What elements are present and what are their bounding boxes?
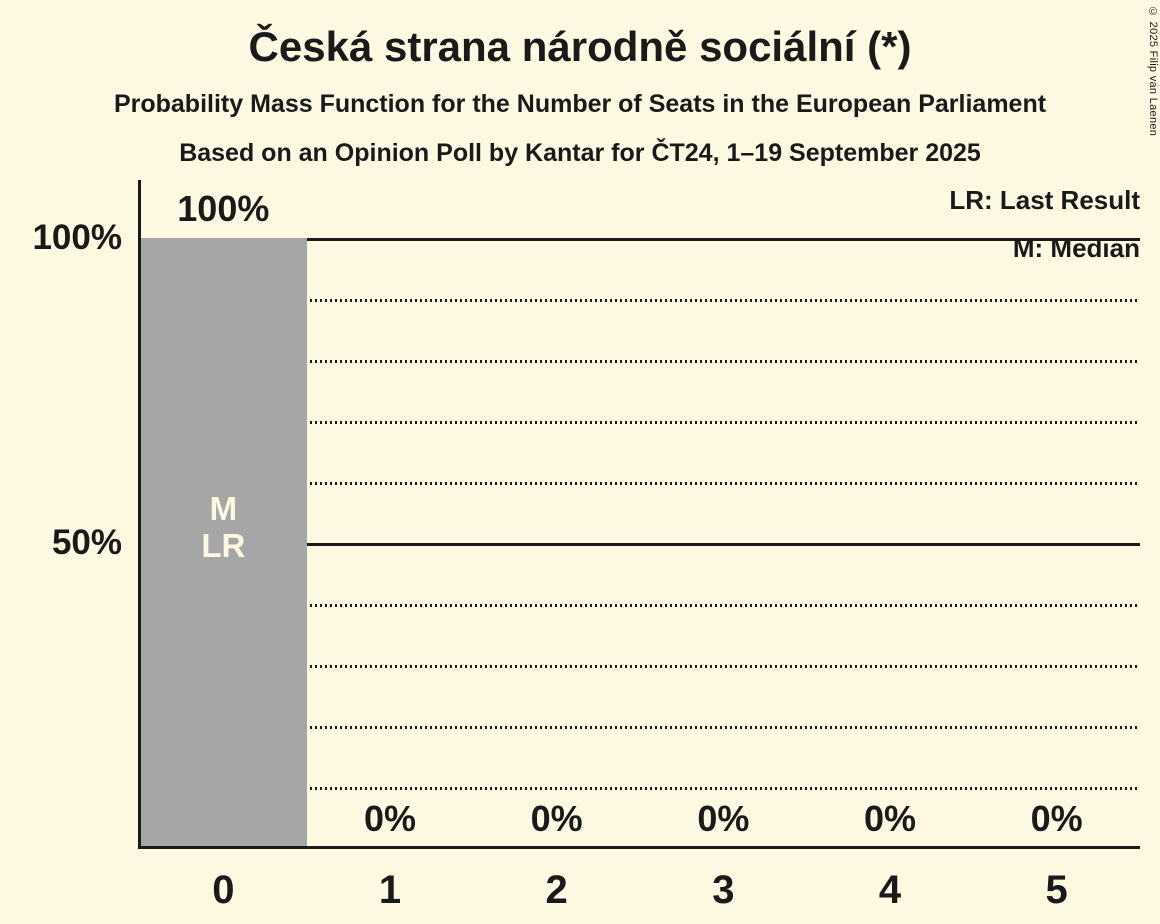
x-tick-1: 1	[378, 868, 402, 912]
plot-area	[140, 180, 1140, 848]
bar-value-label-0: 100%	[177, 188, 270, 229]
chart-source-line: Based on an Opinion Poll by Kantar for ČT24, 1–19 September 2025	[179, 139, 981, 167]
legend-last-result-label: LR: Last Result	[949, 185, 1140, 215]
bar-seats-0	[140, 238, 307, 848]
y-axis-line	[138, 180, 141, 848]
y-tick-50: 50%	[51, 523, 122, 562]
legend-median-label: M: Median	[1012, 233, 1140, 263]
bar-value-label-4: 0%	[863, 798, 916, 839]
median-marker: M	[209, 490, 238, 527]
x-tick-5: 5	[1045, 868, 1068, 912]
x-tick-2: 2	[545, 868, 568, 912]
y-tick-100: 100%	[32, 218, 122, 257]
chart-subtitle: Probability Mass Function for the Number of Seats in the European Parliament	[113, 90, 1047, 118]
x-axis-line	[138, 846, 1140, 849]
last-result-marker: LR	[201, 527, 246, 564]
x-axis-labels	[140, 862, 1140, 918]
x-tick-3: 3	[712, 868, 735, 912]
x-tick-0: 0	[212, 868, 235, 912]
bar-value-label-2: 0%	[530, 798, 583, 839]
bar-value-label-5: 0%	[1030, 798, 1083, 839]
x-tick-4: 4	[878, 868, 902, 912]
bar-value-label-1: 0%	[363, 798, 416, 839]
bar-value-label-3: 0%	[697, 798, 750, 839]
copyright-notice: © 2025 Filip van Laenen	[1147, 6, 1159, 137]
chart-title: Česká strana národně sociální (*)	[248, 23, 912, 70]
